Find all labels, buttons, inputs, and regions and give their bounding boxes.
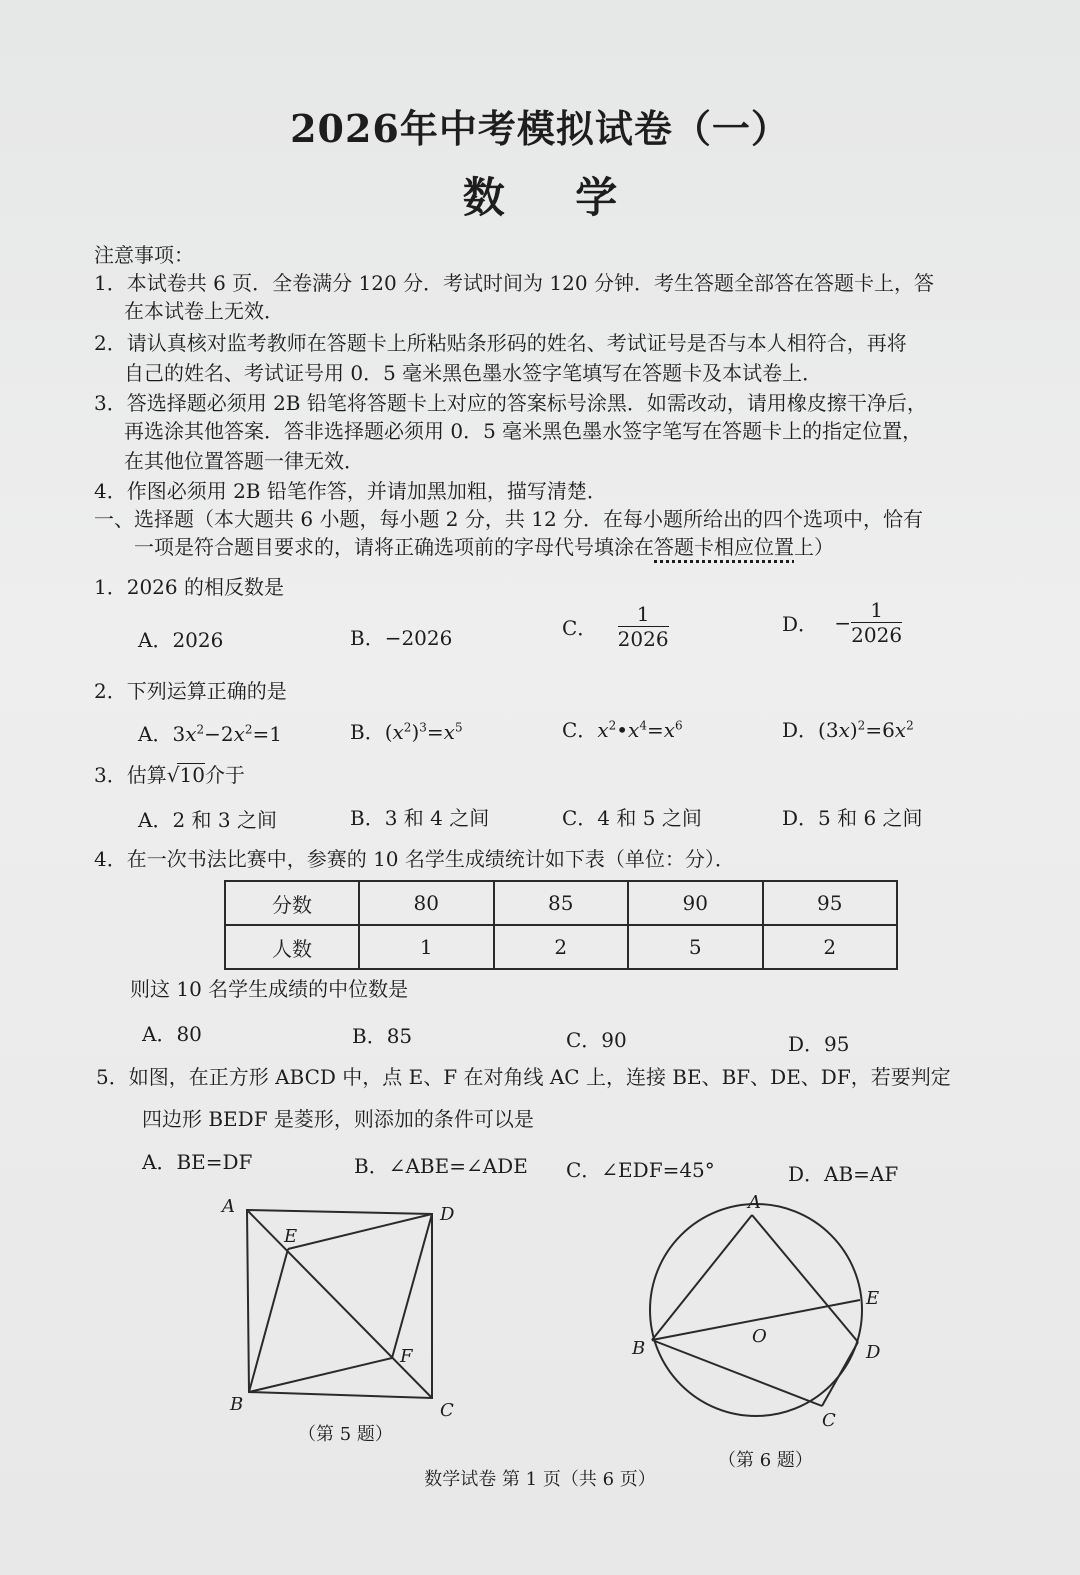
q1-stem: 1．2026 的相反数是	[94, 575, 284, 599]
fig6-label-d: D	[866, 1342, 881, 1363]
segment-ad	[752, 1215, 858, 1342]
table-cell: 2	[494, 925, 629, 969]
radicand: 10	[179, 763, 205, 787]
q4-option-c: C．90	[566, 1028, 627, 1052]
notice-line: 3．答选择题必须用 2B 铅笔将答题卡上对应的答案标号涂黑．如需改动，请用橡皮擦干净后，	[94, 391, 927, 415]
q5-option-d: D．AB=AF	[788, 1162, 899, 1186]
segment-cd	[822, 1342, 858, 1406]
table-cell: 90	[628, 881, 763, 925]
fig6-caption: （第 6 题）	[718, 1450, 813, 1471]
q4-option-b: B．85	[352, 1024, 413, 1048]
table-cell: 1	[359, 925, 494, 969]
page-footer: 数学试卷 第 1 页（共 6 页）	[424, 1469, 656, 1490]
q4-question: 则这 10 名学生成绩的中位数是	[130, 977, 409, 1001]
fig5-label-f: F	[400, 1346, 413, 1367]
notice-line: 4．作图必须用 2B 铅笔作答，并请加黑加粗，描写清楚．	[94, 479, 607, 503]
q1-option-d: D． − $\frac{1}{2026}$	[782, 598, 903, 647]
q3-stem: 3．估算√10介于	[94, 763, 245, 787]
q5-stem-cont: 四边形 BEDF 是菱形，则添加的条件可以是	[142, 1107, 534, 1131]
q2-option-d: D．$(3x)^2=6x^2$	[782, 718, 914, 742]
table-cell: 85	[494, 881, 629, 925]
segment-bc	[652, 1340, 822, 1406]
segment-ab	[652, 1215, 752, 1340]
fig6-label-b: B	[632, 1338, 646, 1359]
q2-option-b: B．$(x^2)^3=x^5$	[350, 720, 463, 744]
fig6-label-a: A	[748, 1192, 761, 1213]
fig5-label-a: A	[222, 1196, 235, 1217]
q4-stem: 4．在一次书法比赛中，参赛的 10 名学生成绩统计如下表（单位：分）．	[94, 847, 735, 871]
exam-title: 2026年中考模拟试卷（一）	[290, 106, 790, 151]
segment-de	[288, 1214, 432, 1249]
q4-option-d: D．95	[788, 1032, 850, 1056]
fig6-label-c: C	[822, 1410, 836, 1431]
table-cell: 分数	[225, 881, 359, 925]
notice-line: 再选涂其他答案．答非选择题必须用 0．5 毫米黑色墨水签字笔写在答题卡上的指定位置，	[124, 419, 923, 443]
fig5-label-e: E	[284, 1226, 298, 1247]
table-cell: 95	[763, 881, 898, 925]
q1-option-c: C． $\frac{1}{2026}$	[562, 602, 669, 651]
table-cell: 80	[359, 881, 494, 925]
fig5-label-b: B	[230, 1394, 244, 1415]
figure-5	[247, 1210, 432, 1398]
q1-option-b: B．−2026	[350, 626, 453, 650]
q3-option-c: C．4 和 5 之间	[562, 806, 702, 830]
notice-line: 1．本试卷共 6 页．全卷满分 120 分．考试时间为 120 分钟．考生答题全部答在答题卡上，答	[94, 271, 934, 295]
q4-option-a: A．80	[142, 1022, 202, 1046]
emphasis-text: 答题卡相应位置	[654, 535, 794, 559]
notice-line: 在本试卷上无效．	[124, 299, 284, 323]
q3-option-b: B．3 和 4 之间	[350, 806, 490, 830]
q5-stem: 5．如图，在正方形 ABCD 中，点 E、F 在对角线 AC 上，连接 BE、BF、DE、DF，若要判定	[96, 1065, 951, 1089]
table-cell: 2	[763, 925, 898, 969]
q5-option-b: B．∠ABE=∠ADE	[354, 1154, 528, 1178]
q2-stem: 2．下列运算正确的是	[94, 679, 287, 703]
table-cell: 5	[628, 925, 763, 969]
section-heading: 一、选择题（本大题共 6 小题，每小题 2 分，共 12 分．在每小题所给出的四个选项中，恰有	[94, 507, 924, 531]
q3-option-d: D．5 和 6 之间	[782, 806, 923, 830]
notice-heading: 注意事项：	[94, 243, 194, 267]
segment-df	[392, 1214, 432, 1358]
notice-line: 在其他位置答题一律无效．	[124, 449, 364, 473]
q3-option-a: A．2 和 3 之间	[138, 808, 277, 832]
fig6-label-e: E	[866, 1288, 880, 1309]
section-heading-cont: 一项是符合题目要求的，请将正确选项前的字母代号填涂在答题卡相应位置上）	[134, 535, 834, 559]
q5-option-a: A．BE=DF	[142, 1150, 253, 1174]
fig5-label-d: D	[440, 1204, 455, 1225]
q1-option-a: A．2026	[138, 628, 224, 652]
fig6-label-o: O	[752, 1326, 767, 1347]
figure-6	[650, 1204, 862, 1416]
notice-line: 2．请认真核对监考教师在答题卡上所粘贴条形码的姓名、考试证号是否与本人相符合，再将	[94, 331, 907, 355]
segment-be	[249, 1249, 288, 1392]
q2-option-a: A．$3x^2-2x^2=1$	[138, 722, 282, 746]
subject-title: 数 学	[462, 173, 646, 222]
q2-option-c: C．$x^2•x^4=x^6$	[562, 718, 683, 742]
fig5-caption: （第 5 题）	[298, 1424, 393, 1445]
table-cell: 人数	[225, 925, 359, 969]
q5-option-c: C．∠EDF=45°	[566, 1158, 715, 1182]
fig5-label-c: C	[440, 1400, 454, 1421]
notice-line: 自己的姓名、考试证号用 0．5 毫米黑色墨水签字笔填写在答题卡及本试卷上．	[124, 361, 823, 385]
segment-bf	[249, 1358, 392, 1392]
